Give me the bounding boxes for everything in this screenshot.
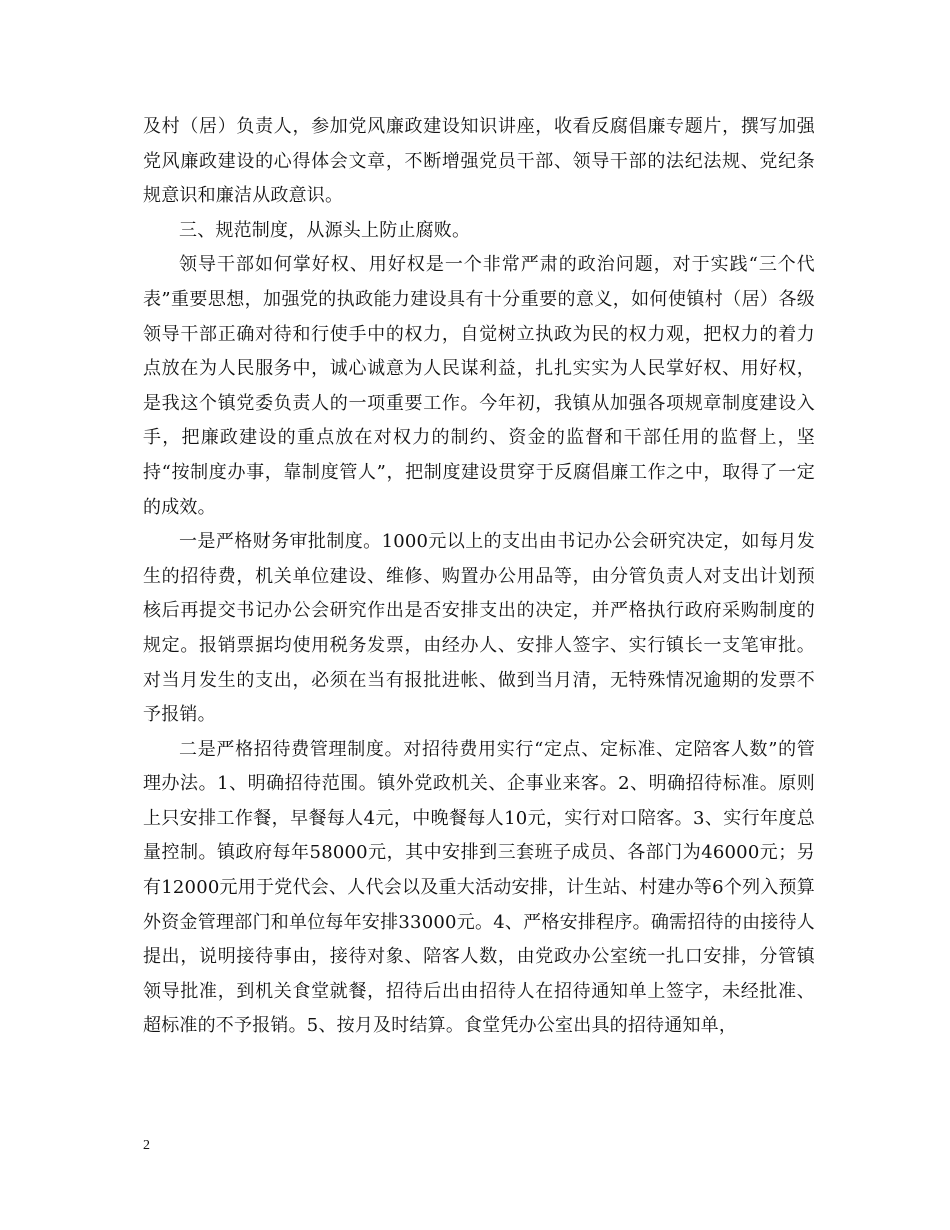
paragraph-1: 及村（居）负责人，参加党风廉政建设知识讲座，收看反腐倡廉专题片，撰写加强党风廉政建设的心得体会文章，不断增强党员干部、领导干部的法纪法规、党纪条规意识和廉洁从政意识。 xyxy=(143,116,815,207)
document-body xyxy=(143,110,815,1044)
paragraph-4: 一是严格财务审批制度。1000元以上的支出由书记办公会研究决定，如每月发生的招待费，机关单位建设、维修、购置办公用品等，由分管负责人对支出计划预核后再提交书记办公会研究作出是否安排支出的决定，并严格执行政府采购制度的规定。报销票据均使用税务发票，由经办人、安排人签字、实行镇长一支笔审批。对当月发生的支出，必须在当有报批进帐、做到当月清，无特殊情况逾期的发票不予报销。 xyxy=(143,531,815,726)
paragraph-3: 领导干部如何掌好权、用好权是一个非常严肃的政治问题，对于实践“三个代表”重要思想，加强党的执政能力建设具有十分重要的意义，如何使镇村（居）各级领导干部正确对待和行使手中的权力，自觉树立执政为民的权力观，把权力的着力点放在为人民服务中，诚心诚意为人民谋利益，扎扎实实为人民掌好权、用好权，是我这个镇党委负责人的一项重要工作。今年初，我镇从加强各项规章制度建设入手，把廉政建设的重点放在对权力的制约、资金的监督和干部任用的监督上，坚持“按制度办事，靠制度管人”，把制度建设贯穿于反腐倡廉工作之中，取得了一定的成效。 xyxy=(143,254,815,518)
page-number: 2 xyxy=(143,1138,150,1153)
paragraph-2-heading: 三、规范制度，从源头上防止腐败。 xyxy=(179,219,471,241)
paragraph-5: 二是严格招待费管理制度。对招待费用实行“定点、定标准、定陪客人数”的管理办法。1、明确招待范围。镇外党政机关、企事业来客。2、明确招待标准。原则上只安排工作餐，早餐每人4元，中晚餐每人10元，实行对口陪客。3、实行年度总量控制。镇政府每年58000元，其中安排到三套班子成员、各部门为46000元；另有12000元用于党代会、人代会以及重大活动安排，计生站、村建办等6个列入预算外资金管理部门和单位每年安排33000元。4、严格安排程序。确需招待的由接待人提出，说明接待事由，接待对象、陪客人数，由党政办公室统一扎口安排，分管镇领导批准，到机关食堂就餐，招待后出由招待人在招待通知单上签字，未经批准、超标准的不予报销。5、按月及时结算。食堂凭办公室出具的招待通知单， xyxy=(143,738,815,1037)
